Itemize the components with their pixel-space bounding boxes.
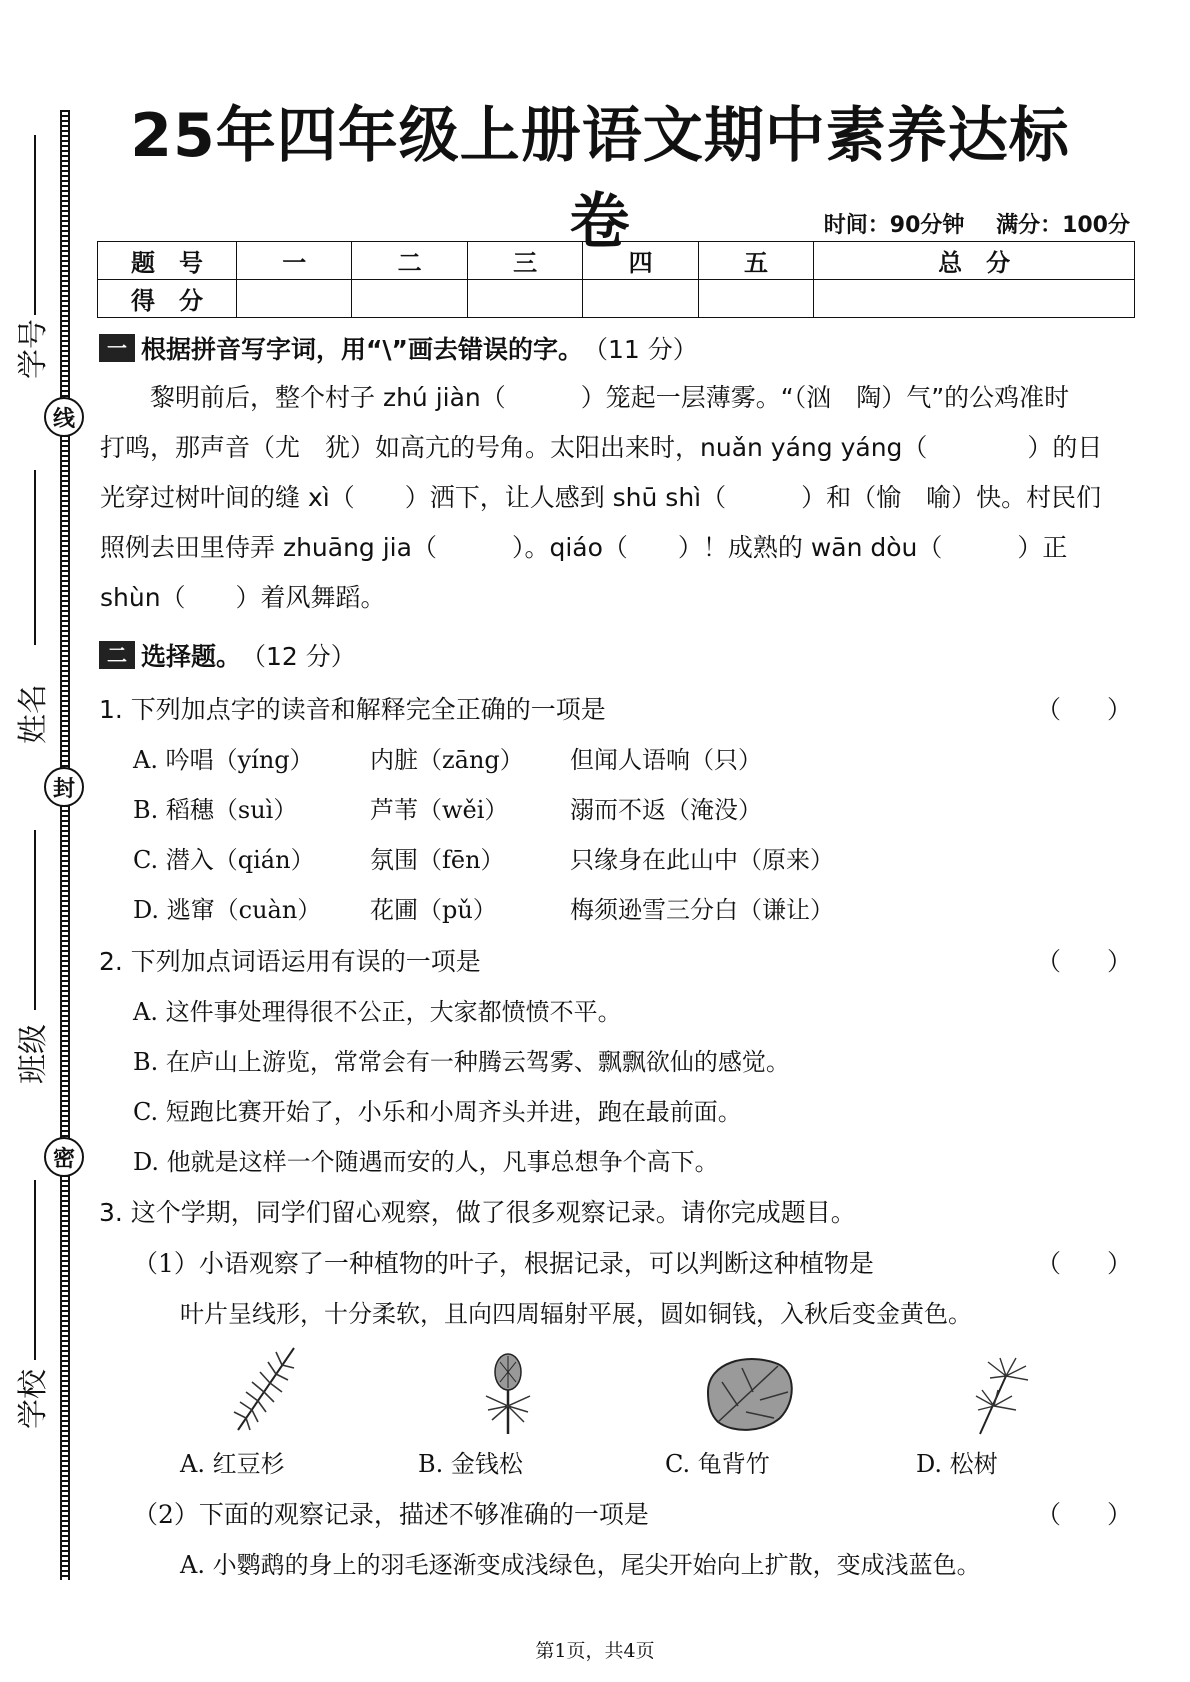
- q2-answer-paren[interactable]: （ ）: [1036, 947, 1132, 976]
- score-header-cell: 五: [698, 242, 813, 280]
- q1-option-c2: 氛围（fēn）: [370, 846, 505, 874]
- class-line[interactable]: [34, 830, 36, 1010]
- score-header-cell: 四: [583, 242, 698, 280]
- q2-option-d: D. 他就是这样一个随遇而安的人，凡事总想争个高下。: [133, 1148, 719, 1176]
- golden-larch-icon: [478, 1350, 536, 1436]
- passage-line: 照例去田里侍弄 zhuāng jia（ ）。qiáo（ ）！成熟的 wān dòu（ ）正: [100, 533, 1068, 562]
- score-row-label: 得 分: [98, 280, 237, 318]
- q1-stem: 1. 下列加点字的读音和解释完全正确的一项是: [99, 695, 606, 724]
- q1-option-a1: A. 吟唱（yíng）: [133, 746, 314, 774]
- q1-option-b3: 溺而不返（淹没）: [570, 796, 762, 824]
- student-number-line[interactable]: [34, 135, 36, 315]
- q1-option-d3: 梅须逊雪三分白（谦让）: [570, 896, 834, 924]
- student-number-label: 学号: [16, 319, 51, 379]
- q3-sub1: （1）小语观察了一种植物的叶子，根据记录，可以判断这种植物是: [133, 1249, 874, 1278]
- q1-option-a3: 但闻人语响（只）: [570, 746, 762, 774]
- score-input-cell[interactable]: [467, 280, 582, 318]
- q2-option-a: A. 这件事处理得很不公正，大家都愤愤不平。: [133, 998, 622, 1026]
- section2-points: （12 分）: [241, 642, 356, 671]
- pine-branch-icon: [968, 1356, 1030, 1436]
- section1-number: 一: [99, 334, 135, 362]
- score-header-cell: 题 号: [98, 242, 237, 280]
- score-input-cell[interactable]: [698, 280, 813, 318]
- plant-option-a: A. 红豆杉: [180, 1450, 285, 1478]
- binding-dotted-line: [60, 110, 70, 1580]
- q1-answer-paren[interactable]: （ ）: [1036, 695, 1132, 724]
- page-footer: 第1页，共4页: [535, 1640, 655, 1662]
- class-label: 班级: [16, 1024, 51, 1084]
- q1-option-c3: 只缘身在此山中（原来）: [570, 846, 834, 874]
- exam-full-score: 满分：100分: [996, 213, 1130, 238]
- section1-text: 根据拼音写字词，用“\”画去错误的字。: [141, 335, 583, 364]
- plant-option-c: C. 龟背竹: [665, 1450, 770, 1478]
- section2-text: 选择题。: [141, 642, 242, 671]
- section2-title: [99, 637, 356, 673]
- q3-sub1-answer-paren[interactable]: （ ）: [1036, 1249, 1132, 1278]
- q1-option-b2: 芦苇（wěi）: [370, 796, 509, 824]
- q2-option-c: C. 短跑比赛开始了，小乐和小周齐头并进，跑在最前面。: [133, 1098, 742, 1126]
- section1-points: （11 分）: [583, 335, 698, 364]
- yew-branch-icon: [228, 1342, 306, 1434]
- exam-title: 25年四年级上册语文期中素养达标卷: [130, 101, 1070, 257]
- score-input-cell[interactable]: [583, 280, 698, 318]
- score-input-cell[interactable]: [237, 280, 352, 318]
- q1-option-d2: 花圃（pǔ）: [370, 896, 497, 924]
- passage-line: 光穿过树叶间的缝 xì（ ）洒下，让人感到 shū shì（ ）和（愉 喻）快。村民们: [100, 483, 1102, 512]
- q1-option-c1: C. 潜入（qián）: [133, 846, 315, 874]
- score-header-cell: 三: [467, 242, 582, 280]
- q2-option-b: B. 在庐山上游览，常常会有一种腾云驾雾、飘飘欲仙的感觉。: [133, 1048, 790, 1076]
- plant-option-b: B. 金钱松: [418, 1450, 523, 1478]
- q3-sub2-option-a: A. 小鹦鹉的身上的羽毛逐渐变成浅绿色，尾尖开始向上扩散，变成浅蓝色。: [180, 1551, 981, 1579]
- score-table: [97, 241, 1135, 318]
- school-label: 学校: [16, 1369, 51, 1429]
- plant-option-d: D. 松树: [916, 1450, 998, 1478]
- q3-record: 叶片呈线形，十分柔软，且向四周辐射平展，圆如铜钱，入秋后变金黄色。: [180, 1300, 972, 1328]
- exam-meta: [800, 208, 1130, 239]
- q1-option-a2: 内脏（zāng）: [370, 746, 524, 774]
- seal-feng: 封: [44, 767, 84, 807]
- passage-line: shùn（ ）着风舞蹈。: [100, 583, 386, 612]
- seal-mi: 密: [44, 1137, 84, 1177]
- q3-sub2: （2）下面的观察记录，描述不够准确的一项是: [133, 1500, 649, 1529]
- passage-line: 黎明前后，整个村子 zhú jiàn（ ）笼起一层薄雾。“（汹 陶）气”的公鸡准时: [150, 383, 1070, 412]
- section1-passage: [100, 373, 1134, 623]
- name-line[interactable]: [34, 470, 36, 645]
- q1-option-b1: B. 稻穗（suì）: [133, 796, 298, 824]
- school-line[interactable]: [34, 1180, 36, 1360]
- section2-number: 二: [99, 641, 135, 669]
- score-header-cell: 一: [237, 242, 352, 280]
- q3-stem: 3. 这个学期，同学们留心观察，做了很多观察记录。请你完成题目。: [99, 1198, 856, 1227]
- name-label: 姓名: [16, 684, 51, 744]
- score-header-cell: 二: [352, 242, 467, 280]
- score-input-cell[interactable]: [352, 280, 467, 318]
- monstera-leaf-icon: [698, 1352, 798, 1434]
- section1-title: [99, 330, 698, 366]
- q3-sub2-answer-paren[interactable]: （ ）: [1036, 1500, 1132, 1529]
- passage-line: 打鸣，那声音（尤 犹）如高亢的号角。太阳出来时，nuǎn yáng yáng（ ）的日: [100, 433, 1103, 462]
- q1-option-d1: D. 逃窜（cuàn）: [133, 896, 322, 924]
- score-input-cell[interactable]: [814, 280, 1135, 318]
- exam-time: 时间：90分钟: [823, 213, 965, 238]
- q2-stem: 2. 下列加点词语运用有误的一项是: [99, 947, 481, 976]
- seal-xian: 线: [44, 397, 84, 437]
- score-header-cell: 总 分: [814, 242, 1135, 280]
